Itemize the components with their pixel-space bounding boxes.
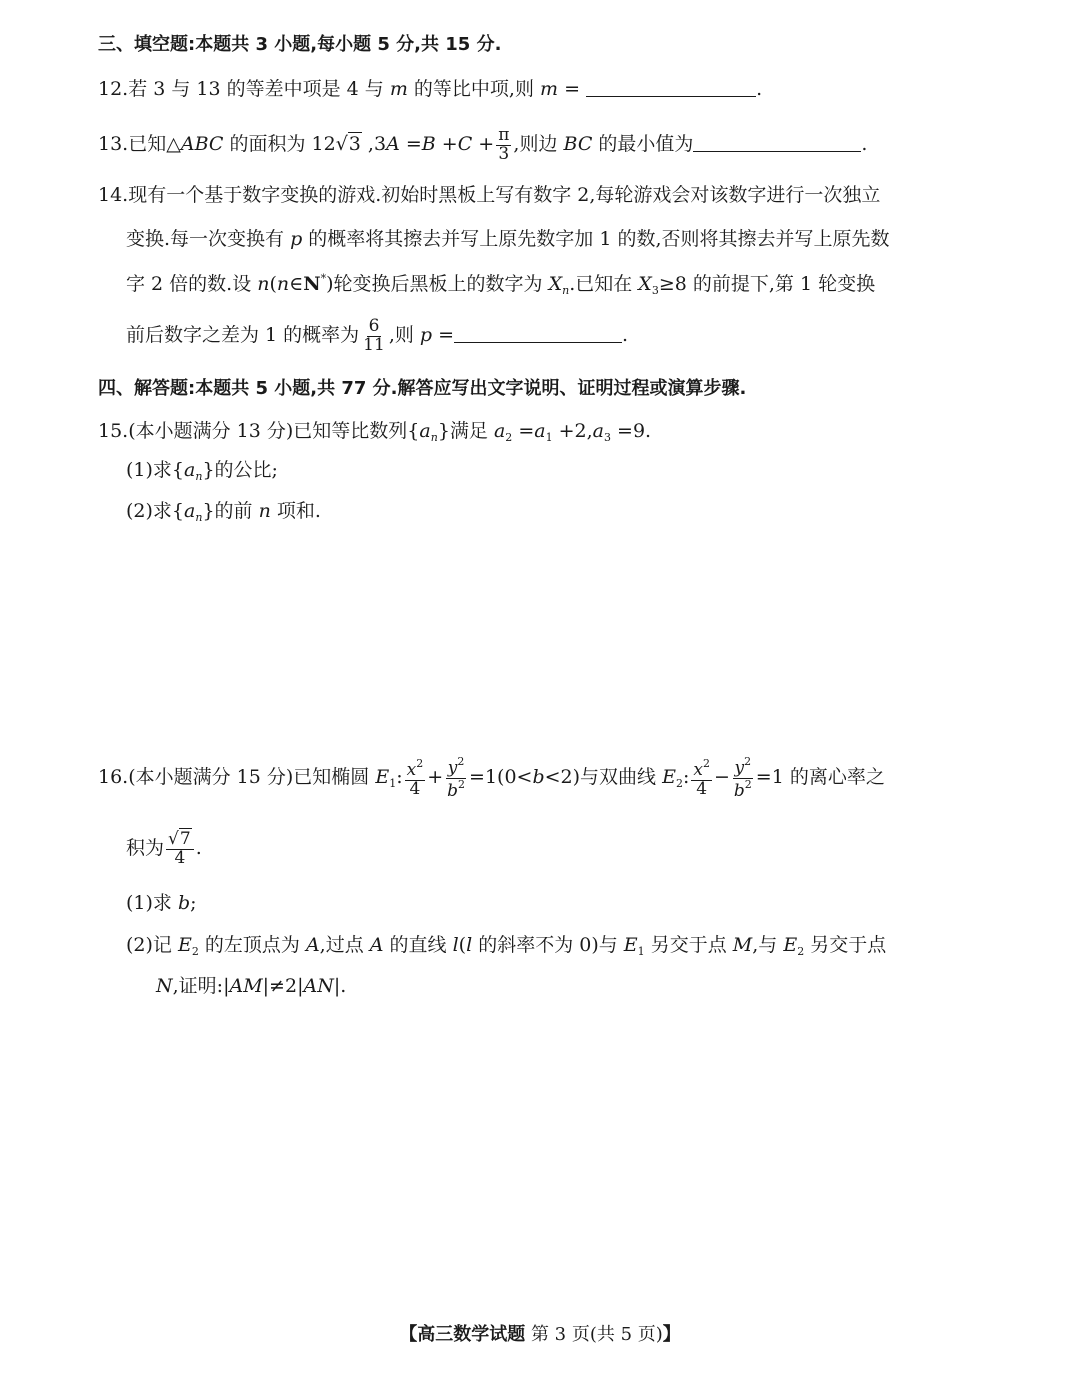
q16-s3-b: |≠2| — [262, 975, 304, 997]
fraction-x2-over-4: $\frac{x^2}{4}$ — [406, 756, 424, 799]
q16-s2-i: 另交于点 — [804, 934, 887, 956]
var-A: A — [305, 934, 320, 956]
fraction-sqrt7-over-4: $\frac{√7}{4}$ — [166, 831, 194, 868]
q16-s1-b: ; — [190, 892, 197, 914]
q16-text-h: =1 的离心率之 — [755, 766, 885, 788]
var-B: B — [421, 133, 436, 155]
q16-s3-c: |. — [333, 975, 347, 997]
var-b: b — [532, 766, 545, 788]
q14-text-4a: 前后数字之差为 1 的概率为 — [126, 324, 360, 346]
sub-n: n — [195, 470, 203, 483]
q14-text-2a: 变换.每一次变换有 — [126, 228, 291, 250]
var-a: a — [184, 459, 196, 481]
q15-s2-b: }的前 — [202, 500, 259, 522]
q16-period: . — [195, 837, 202, 859]
q14-text-3f: )轮变换后黑板上的数字为 — [326, 273, 549, 295]
var-m: m — [540, 78, 559, 100]
question-16-part-1 — [126, 889, 197, 917]
answer-blank-12[interactable] — [586, 78, 756, 97]
fraction-y2-over-b2: $\frac{y^2}{b^2}$ — [447, 754, 466, 801]
section-4-header: 四、解答题:本题共 5 小题,共 77 分.解答应写出文字说明、证明过程或演算步骤. — [98, 378, 747, 399]
q13-text-7: ,则边 — [513, 133, 564, 155]
question-14-line-1: 14.现有一个基于数字变换的游戏.初始时黑板上写有数字 2,每轮游戏会对该数字进行一次独立 — [98, 184, 881, 206]
var-X: X — [638, 273, 652, 295]
sub-2: 2 — [191, 945, 199, 958]
footer-title: 高三数学试题 — [417, 1324, 526, 1345]
q16-s2-g: 另交于点 — [644, 934, 733, 956]
question-14-line-3 — [126, 265, 875, 305]
var-AM: AM — [229, 975, 263, 997]
q16-s1-a: (1)求 — [126, 892, 178, 914]
q15-eq: = — [512, 420, 535, 442]
q16-s2-d: 的直线 — [383, 934, 453, 956]
q14-eq: = — [432, 324, 455, 346]
var-a: a — [592, 420, 604, 442]
q13-text-3: ,3 — [361, 133, 387, 155]
var-n: n — [276, 273, 290, 295]
var-m: m — [389, 78, 408, 100]
var-l: l — [452, 934, 459, 956]
q15-s2-c: 项和. — [270, 500, 321, 522]
q16-text-a: 16.(本小题满分 15 分)已知椭圆 — [98, 766, 376, 788]
sub-1: 1 — [637, 945, 645, 958]
page-footer — [0, 1320, 1080, 1346]
q12-end: . — [756, 78, 763, 100]
var-a: a — [184, 500, 196, 522]
var-b: b — [177, 892, 191, 914]
q16-s2-h: ,与 — [752, 934, 784, 956]
var-C: C — [457, 133, 473, 155]
sqrt-3: √3 — [335, 133, 361, 155]
q16-text-d: =1(0< — [469, 766, 533, 788]
q14-text-3g: .已知在 — [569, 273, 639, 295]
q13-eq: = — [399, 133, 422, 155]
sub-n: n — [195, 511, 203, 524]
q12-text-2: 的等比中项,则 — [407, 78, 541, 100]
q16-s2-c: ,过点 — [319, 934, 370, 956]
var-A: A — [386, 133, 400, 155]
var-a: a — [493, 420, 506, 442]
q14-text-4b: ,则 — [388, 324, 420, 346]
q13-text-8: 的最小值为 — [592, 133, 694, 155]
var-p: p — [290, 228, 303, 250]
q13-plus: + — [435, 133, 458, 155]
question-16 — [98, 752, 885, 809]
var-M: M — [732, 934, 753, 956]
q14-text-2b: 的概率将其擦去并写上原先数字加 1 的数,否则将其擦去并写上原先数 — [302, 228, 890, 250]
answer-blank-13[interactable] — [693, 133, 861, 152]
q16-minus: − — [713, 766, 730, 788]
sub-1: 1 — [389, 777, 397, 790]
var-X: X — [548, 273, 563, 295]
footer-bracket-right: 】 — [662, 1324, 681, 1345]
question-16-part-2-cont — [156, 972, 346, 1000]
q12-text-3: = — [558, 78, 581, 100]
var-ABC: ABC — [180, 133, 224, 155]
q16-plus: + — [427, 766, 444, 788]
sub-3: 3 — [651, 284, 659, 297]
fraction-x2-over-4-b: $\frac{x^2}{4}$ — [693, 756, 710, 799]
q16-s3-a: ,证明:| — [172, 975, 230, 997]
var-n: n — [258, 500, 271, 522]
q15-text-e: =9. — [611, 420, 652, 442]
sub-3: 3 — [604, 431, 611, 444]
fraction-pi-over-3: $\frac{\pi}{3}$ — [498, 124, 510, 164]
q16-text-e: <2)与双曲线 — [544, 766, 663, 788]
sub-n: n — [430, 431, 438, 444]
answer-blank-14[interactable] — [454, 324, 622, 343]
question-15-part-1 — [126, 456, 278, 491]
var-A: A — [369, 934, 384, 956]
q16-colon-2: : — [682, 766, 690, 788]
var-E: E — [783, 934, 798, 956]
q13-text-1: 13.已知△ — [98, 133, 181, 155]
q16-s2-a: (2)记 — [126, 934, 178, 956]
var-E: E — [623, 934, 638, 956]
footer-bracket-left: 【 — [399, 1324, 418, 1345]
var-BC: BC — [563, 133, 593, 155]
fraction-6-over-11: $\frac{6}{11}$ — [363, 315, 385, 355]
var-AN: AN — [303, 975, 334, 997]
q15-s1-b: }的公比; — [202, 459, 278, 481]
fraction-y2-over-b2-b: $\frac{y^2}{b^2}$ — [733, 754, 752, 801]
question-12 — [98, 75, 762, 103]
question-16-part-2 — [126, 931, 886, 966]
sub-2: 2 — [675, 777, 683, 790]
set-N-star: * — [320, 272, 327, 285]
var-l: l — [466, 934, 473, 956]
q15-text-d: +2, — [552, 420, 593, 442]
set-N: N — [303, 273, 321, 295]
var-a: a — [534, 420, 546, 442]
q16-s2-b: 的左顶点为 — [198, 934, 306, 956]
question-14-line-4 — [126, 312, 628, 358]
q14-end: . — [622, 324, 629, 346]
sub-1: 1 — [545, 431, 553, 444]
var-a: a — [419, 420, 431, 442]
q16-text-l2: 积为 — [126, 837, 165, 859]
var-N: N — [156, 975, 173, 997]
q13-end: . — [861, 133, 868, 155]
q15-s2-a: (2)求{ — [126, 500, 185, 522]
footer-page-number: 第 3 页(共 5 页) — [525, 1324, 663, 1345]
question-16-line-2 — [126, 820, 202, 876]
sub-2: 2 — [797, 945, 805, 958]
var-E: E — [662, 766, 676, 788]
q14-in: ∈ — [289, 273, 304, 295]
var-E: E — [177, 934, 192, 956]
q13-text-2: 的面积为 12 — [223, 133, 336, 155]
q14-paren: ( — [269, 273, 277, 295]
var-E: E — [375, 766, 390, 788]
sub-2: 2 — [505, 431, 513, 444]
section-3-header: 三、填空题:本题共 3 小题,每小题 5 分,共 15 分. — [98, 34, 502, 55]
var-n: n — [257, 273, 270, 295]
q14-text-3h: ≥8 的前提下,第 1 轮变换 — [658, 273, 876, 295]
question-15 — [98, 417, 651, 452]
q12-text-1: 12.若 3 与 13 的等差中项是 4 与 — [98, 78, 390, 100]
question-13 — [98, 121, 867, 167]
var-p: p — [419, 324, 433, 346]
question-14-line-2 — [126, 225, 890, 253]
q15-text-a: 15.(本小题满分 13 分)已知等比数列{ — [98, 420, 420, 442]
q16-s2-e: ( — [458, 934, 467, 956]
q15-s1-a: (1)求{ — [126, 459, 185, 481]
q15-text-b: }满足 — [437, 420, 494, 442]
q16-s2-f: 的斜率不为 0)与 — [472, 934, 624, 956]
sub-n: n — [562, 284, 570, 297]
question-15-part-2 — [126, 497, 321, 532]
q16-colon: : — [396, 766, 403, 788]
q13-plus-2: + — [472, 133, 495, 155]
q14-text-3a: 字 2 倍的数.设 — [126, 273, 258, 295]
